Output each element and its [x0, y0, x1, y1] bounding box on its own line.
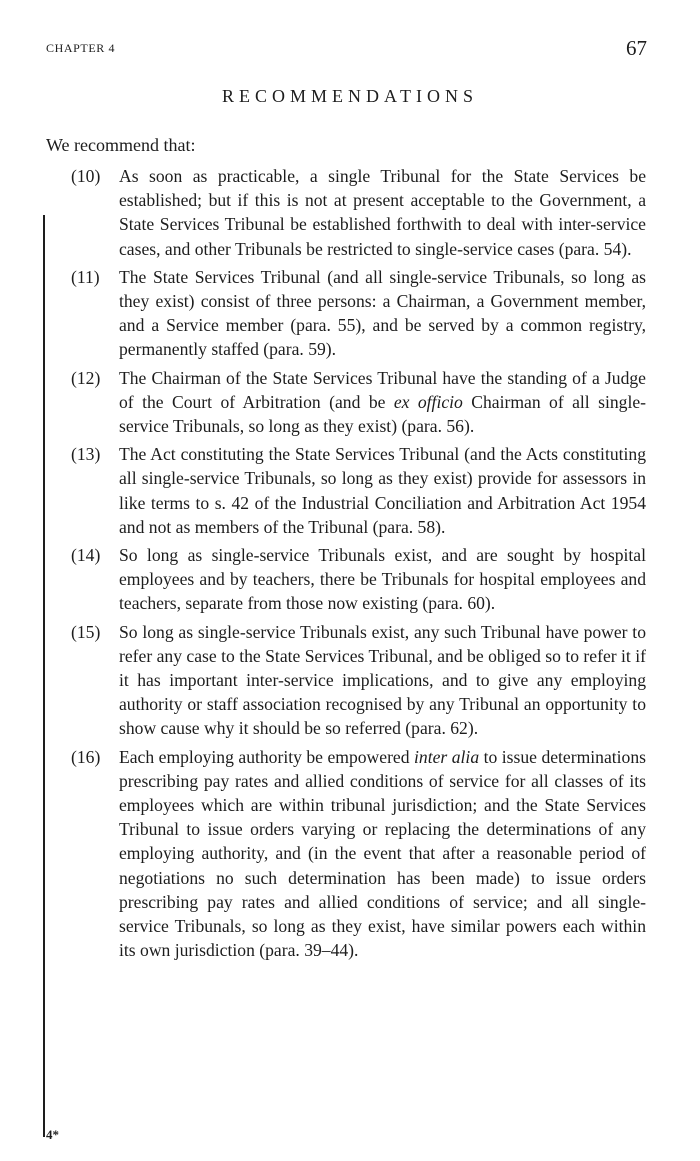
signature-mark: 4*: [46, 1127, 59, 1142]
recommendation-16: [0, 745, 700, 963]
recommendation-text: So long as single-service Tribunals exist, any such Tribunal have power to refer any case to the State Services Tribunal, and be obliged so to refer it if it has important inter-service implications, and to give any employing authority or staff association recognised by any Tribunal an opportunity to show cause why it should be so referred (para. 62).: [119, 621, 646, 739]
text-after: Chairman of all single-service Tribunals, so long as they exist) (para. 56).: [119, 391, 646, 437]
recommendation-number: (11): [71, 266, 100, 287]
text-after: to issue determinations prescribing pay rates and allied conditions of service for all classes of its employees which are within tribunal jurisdiction; and the State Services Tribunal to issue orders varying or replacing the determinations of any employing authority, and (in the event that after a reasonable period of negotiations no such determination has been made) to issue orders prescribing pay rates and allied conditions of service; and all single-service Tribunals, so long as they exist, have similar powers each within its own jurisdiction (para. 39–44).: [119, 746, 647, 961]
intro-line: We recommend that:: [46, 135, 196, 155]
recommendation-text: [119, 745, 646, 963]
recommendations-list: [0, 164, 700, 967]
recommendation-11: [0, 265, 700, 362]
recommendation-text: As soon as practicable, a single Tribunal for the State Services be established; but if this is not at present acceptable to the Government, a State Services Tribunal be established forthwith to deal with inter-service cases, and other Tribunals be restricted to single-service cases (para. 54).: [119, 166, 646, 259]
italic-phrase: ex officio: [393, 391, 463, 412]
recommendation-text: The State Services Tribunal (and all single-service Tribunals, so long as they exist) consist of three persons: a Chairman, a Government member, and a Service member (para. 55), and be served by a common registry, permanently staffed (para. 59).: [119, 266, 646, 360]
recommendation-12: [0, 366, 700, 439]
running-head: CHAPTER 4: [46, 41, 116, 55]
recommendation-15: [0, 620, 700, 741]
page-number: 67: [626, 36, 647, 60]
recommendation-number: (12): [71, 367, 101, 388]
recommendation-text: The Act constituting the State Services Tribunal (and the Acts constituting all single-service Tribunals, so long as they exist) provide for assessors in like terms to s. 42 of the Industrial Conciliation and Arbitration Act 1954 and not as members of the Tribunal (para. 58).: [119, 444, 646, 537]
recommendation-number: (16): [71, 746, 101, 767]
recommendation-number: (14): [71, 545, 101, 566]
recommendation-number: (10): [71, 166, 101, 186]
recommendation-text: So long as single-service Tribunals exist, and are sought by hospital employees and by teachers, there be Tribunals for hospital employees and teachers, separate from those now existing (para. 60).: [119, 545, 646, 614]
italic-phrase: inter alia: [414, 746, 480, 767]
recommendation-number: (13): [71, 444, 101, 465]
recommendation-text: [119, 366, 646, 439]
recommendation-number: (15): [71, 621, 101, 642]
recommendation-13: [0, 442, 700, 539]
recommendation-14: [0, 543, 700, 616]
recommendation-10: [0, 164, 700, 261]
text-before: The Chairman of the State Services Tribunal have the standing of a Judge of the Court of Arbitration (and be: [119, 367, 646, 412]
text-before: Each employing authority be empowered: [119, 746, 415, 767]
section-title: RECOMMENDATIONS: [221, 86, 478, 106]
